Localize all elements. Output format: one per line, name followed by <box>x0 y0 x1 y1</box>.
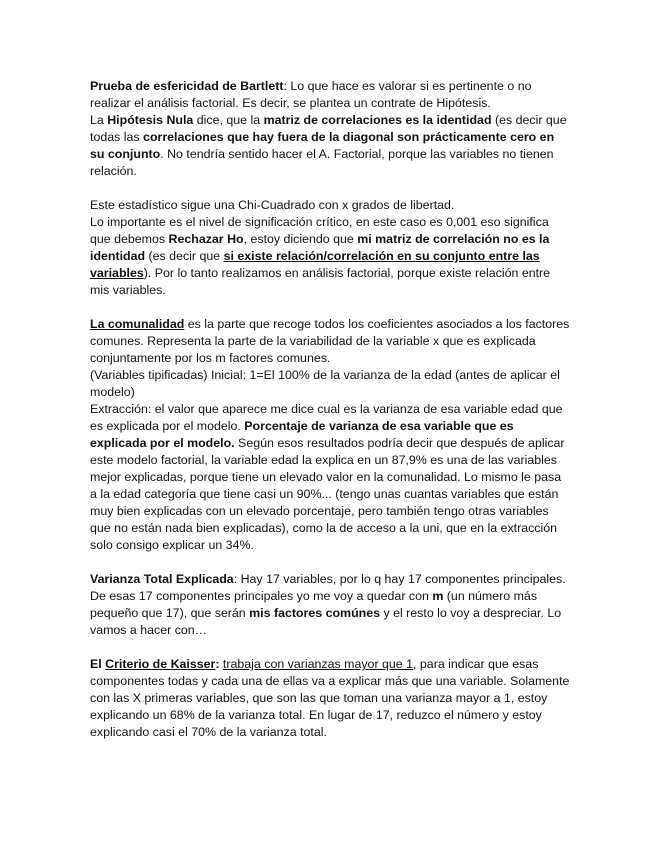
text-span: y el resto lo voy a despreciar. Lo vamos a hacer con… <box>90 606 562 637</box>
varianza-total-paragraph <box>90 571 570 588</box>
text-span: (es decir que todas las <box>90 113 567 144</box>
m-term: m <box>432 589 444 603</box>
text-span: Lo importante es el nivel de significación crítico, en este caso es 0,001 eso significa que debemos <box>90 215 549 246</box>
chi-cuadrado-paragraph: Este estadístico sigue una Chi-Cuadrado con x grados de libertad. <box>90 198 455 212</box>
text-span: dice, que la <box>193 113 264 127</box>
hipotesis-nula-paragraph <box>90 112 570 180</box>
paragraph-gap <box>90 554 570 571</box>
text-span: . No tendría sentido hacer el A. Factorial, porque las variables no tienen relación. <box>90 147 554 178</box>
existe-relacion-term: si existe relación/correlación en su conjunto entre las variables <box>90 249 540 280</box>
kaisser-title: Criterio de Kaisser <box>105 657 216 671</box>
varianza-total-title: Varianza Total Explicada <box>90 572 234 586</box>
text-span: (un número más pequeño que 17), que serán <box>90 589 538 620</box>
correlaciones-term: correlaciones que hay fuera de la diagonal son prácticamente cero en su conjunto <box>90 130 555 161</box>
text-span: : Hay 17 variables, por lo q hay 17 componentes principales. <box>233 572 566 586</box>
componentes-paragraph <box>90 588 570 639</box>
text-span: Según esos resultados podría decir que después de aplicar este modelo factorial, la variable edad la explica en un 87,9% es una de las variables mejor explicadas, porque tiene un elevado valor en la comunalidad. Lo mismo le pasa a la edad categoría que tiene casi un 90%... (tengo unas cuantas variables que están muy bien explicadas con un elevado porcentaje, pero también tengo otras variables que no están nada bien explicadas), como la de acceso a la uni, que en la extracción solo consigo explicar un 34%. <box>90 436 565 552</box>
text-span: El <box>90 657 106 671</box>
paragraph-gap <box>90 299 570 316</box>
text-span: , para indicar que esas componentes todas y cada una de ellas va a explicar más que una variable. Solamente con las X primeras variables, que son las que toman una varianza mayor a 1, estoy explicando un 68% de la varianza total. En lugar de 17, reduzco el número y estoy explicando casi el 70% de la varianza total. <box>90 657 570 739</box>
document-page <box>90 78 570 741</box>
text-span: La <box>90 113 108 127</box>
matriz-identidad-term: matriz de correlaciones es la identidad <box>263 113 492 127</box>
porcentaje-varianza-term: Porcentaje de varianza de esa variable que es explicada por el modelo. <box>90 419 514 450</box>
text-span: Extracción: el valor que aparece me dice cual es la varianza de esa variable edad que es explicada por el modelo. <box>90 402 563 433</box>
rechazar-ho-term: Rechazar Ho <box>168 232 244 246</box>
paragraph-gap <box>90 180 570 197</box>
no-identidad-term: mi matriz de correlación no es la identidad <box>90 232 550 263</box>
factores-comunes-term: mis factores comúnes <box>249 606 380 620</box>
comunalidad-title: La comunalidad <box>90 317 185 331</box>
varianzas-mayor-term: trabaja con varianzas mayor que 1 <box>222 657 414 671</box>
kaisser-paragraph <box>90 656 570 741</box>
paragraph-gap <box>90 639 570 656</box>
text-span: De esas 17 componentes principales yo me voy a quedar con <box>90 589 433 603</box>
extraccion-paragraph <box>90 401 570 554</box>
text-span: es la parte que recoge todos los coeficientes asociados a los factores comunes. Representa la parte de la variabilidad de la variable x que es explicada conjuntamente por los m factores comunes. <box>90 317 570 365</box>
text-span: : <box>215 657 223 671</box>
bartlett-intro-text: : Lo que hace es valorar si es pertinente o no realizar el análisis factorial. Es decir, se plantea un contrate de Hipótesis. <box>90 79 532 110</box>
comunalidad-paragraph <box>90 316 570 367</box>
significacion-paragraph <box>90 214 570 299</box>
bartlett-title: Prueba de esfericidad de Bartlett <box>90 79 284 93</box>
text-span: , estoy diciendo que <box>243 232 358 246</box>
hipotesis-nula-term: Hipótesis Nula <box>107 113 194 127</box>
variables-tipificadas-paragraph: (Variables tipificadas) Inicial: 1=El 100% de la varianza de la edad (antes de aplicar el modelo) <box>90 368 560 399</box>
text-span: ). Por lo tanto realizamos en análisis factorial, porque existe relación entre mis variables. <box>90 266 551 297</box>
bartlett-intro-paragraph <box>90 78 570 112</box>
text-span: (es decir que <box>145 249 224 263</box>
